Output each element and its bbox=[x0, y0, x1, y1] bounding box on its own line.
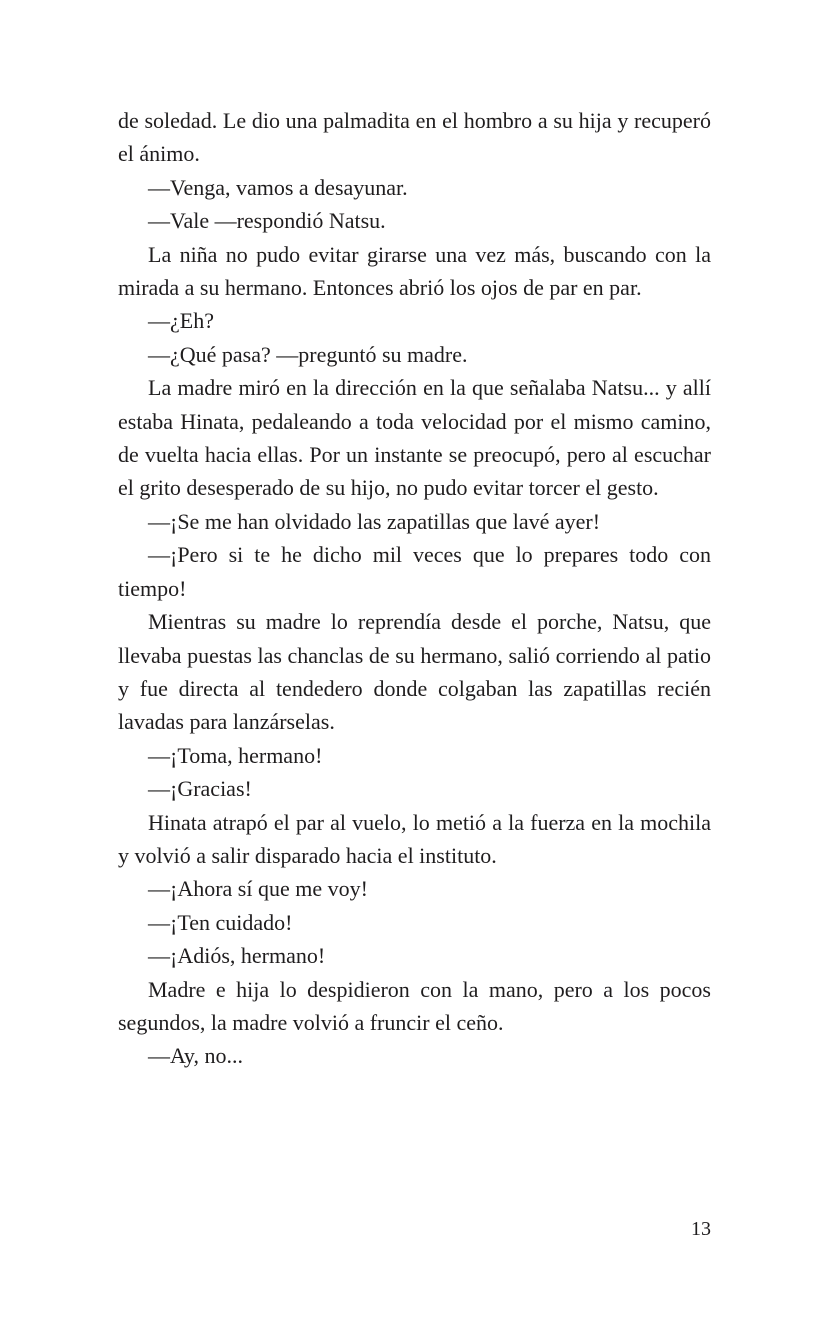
paragraph: —¡Gracias! bbox=[148, 776, 252, 802]
paragraph: —¿Eh? bbox=[148, 308, 214, 334]
paragraph: La madre miró en la dirección en la que señalaba Natsu... y allí estaba Hinata, pedaleando a toda velocidad por el mismo camino, de vuelta hacia ellas. Por un instante se preocupó, pero al escuchar el grito desesperado de su hijo, no pudo evitar torcer el gesto. bbox=[118, 375, 711, 501]
paragraph: —¡Se me han olvidado las zapatillas que lavé ayer! bbox=[148, 508, 601, 534]
paragraph: Mientras su madre lo reprendía desde el porche, Natsu, que llevaba puestas las chanclas de su hermano, salió corriendo al patio y fue directa al tendedero donde colgaban las zapatillas recién lavadas para lanzárselas. bbox=[118, 609, 711, 735]
paragraph: —¡Ahora sí que me voy! bbox=[148, 876, 368, 902]
paragraph: Hinata atrapó el par al vuelo, lo metió a la fuerza en la mochila y volvió a salir disparado hacia el instituto. bbox=[118, 809, 711, 868]
paragraph: —¡Pero si te he dicho mil veces que lo prepares todo con tiempo! bbox=[118, 542, 711, 601]
paragraph: de soledad. Le dio una palmadita en el hombro a su hija y recuperó el ánimo. bbox=[118, 108, 711, 167]
paragraph: —Vale —respondió Natsu. bbox=[148, 208, 386, 234]
paragraph: —Venga, vamos a desayunar. bbox=[148, 174, 408, 200]
paragraph: —¿Qué pasa? —preguntó su madre. bbox=[148, 341, 468, 367]
paragraph: —Ay, no... bbox=[148, 1043, 243, 1069]
page-number: 13 bbox=[691, 1218, 711, 1240]
paragraph: —¡Ten cuidado! bbox=[148, 909, 293, 935]
paragraph: La niña no pudo evitar girarse una vez más, buscando con la mirada a su hermano. Entonces abrió los ojos de par en par. bbox=[118, 241, 711, 301]
text-block bbox=[118, 104, 711, 1073]
paragraph: —¡Adiós, hermano! bbox=[148, 943, 326, 969]
paragraph: —¡Toma, hermano! bbox=[148, 742, 323, 768]
paragraph: Madre e hija lo despidieron con la mano, pero a los pocos segundos, la madre volvió a fruncir el ceño. bbox=[118, 976, 711, 1035]
